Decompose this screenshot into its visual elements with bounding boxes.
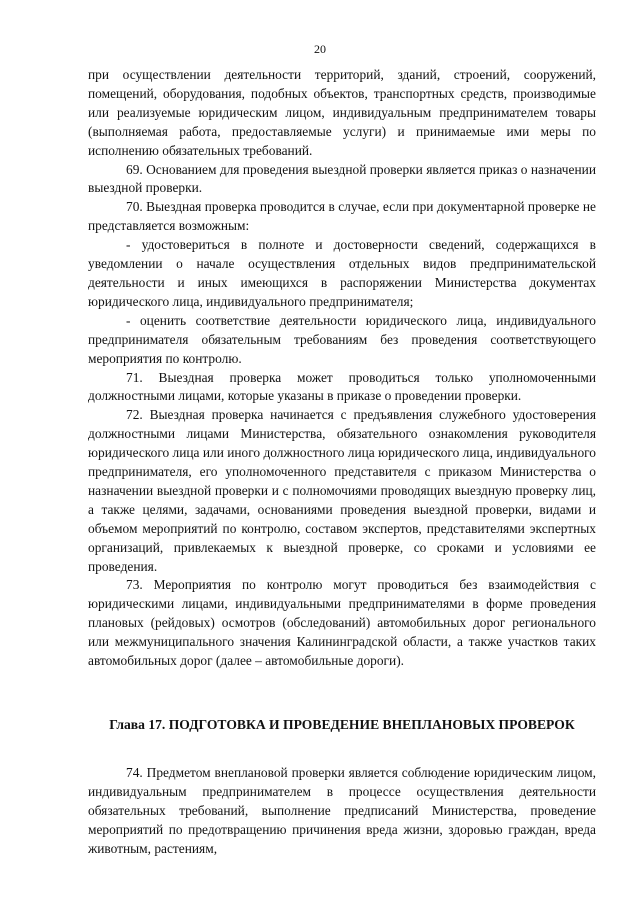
paragraph-73: 73. Мероприятия по контролю могут проводиться без взаимодействия с юридическими лицами, индивидуальными предпринимателями в форме проведения плановых (рейдовых) осмотров (обследований) автомобильных дорог регионального или межмуниципального значения Калининградской области, а также участков таких автомобильных дорог (далее – автомобильные дороги). xyxy=(88,577,596,669)
paragraph-continuation: при осуществлении деятельности территорий, зданий, строений, сооружений, помещений, оборудования, подобных объектов, транспортных средств, производимые или реализуемые юридическим лицом, индивидуальным предпринимателем товары (выполняемая работа, предоставляемые услуги) и принимаемые ими меры по исполнению обязательных требований. xyxy=(88,67,596,158)
paragraph-70: 70. Выездная проверка проводится в случае, если при документарной проверке не представляется возможным: xyxy=(88,199,596,234)
document-body xyxy=(88,66,596,859)
paragraph-69: 69. Основанием для проведения выездной проверки является приказ о назначении выездной проверки. xyxy=(88,161,596,196)
page-number: 20 xyxy=(314,42,326,56)
paragraph-74: 74. Предметом внеплановой проверки является соблюдение юридическим лицом, индивидуальным предпринимателем в процессе осуществления деятельности обязательных требований, выполнение предписаний Министерства, проведение мероприятий по предотвращению причинения вреда жизни, здоровью граждан, вреда животным, растениям, xyxy=(88,765,596,856)
paragraph-72: 72. Выездная проверка начинается с предъявления служебного удостоверения должностными лицами Министерства, обязательного ознакомления руководителя юридического лица или иного должностного лица юридического лица, индивидуального предпринимателя, его уполномоченного представителя с приказом Министерства о назначении выездной проверки и с полномочиями проводящих выездную проверку лиц, а также целями, задачами, основаниями проведения выездной проверки, видами и объемом мероприятий по контролю, составом экспертов, представителями экспертных организаций, привлекаемых к выездной проверке, со сроками и условиями ее проведения. xyxy=(88,407,596,574)
paragraph-70-item-2: - оценить соответствие деятельности юридического лица, индивидуального предпринимателя обязательным требованиям без проведения соответствующего мероприятия по контролю. xyxy=(88,312,596,366)
paragraph-70-item-1: - удостовериться в полноте и достоверности сведений, содержащихся в уведомлении о начале осуществления отдельных видов предпринимательской деятельности и иных имеющихся в распоряжении Министерства документах юридического лица, индивидуального предпринимателя; xyxy=(88,237,596,309)
chapter-heading: Глава 17. ПОДГОТОВКА И ПРОВЕДЕНИЕ ВНЕПЛАНОВЫХ ПРОВЕРОК xyxy=(109,717,575,732)
paragraph-71: 71. Выездная проверка может проводиться только уполномоченными должностными лицами, которые указаны в приказе о проведении проверки. xyxy=(88,369,596,404)
